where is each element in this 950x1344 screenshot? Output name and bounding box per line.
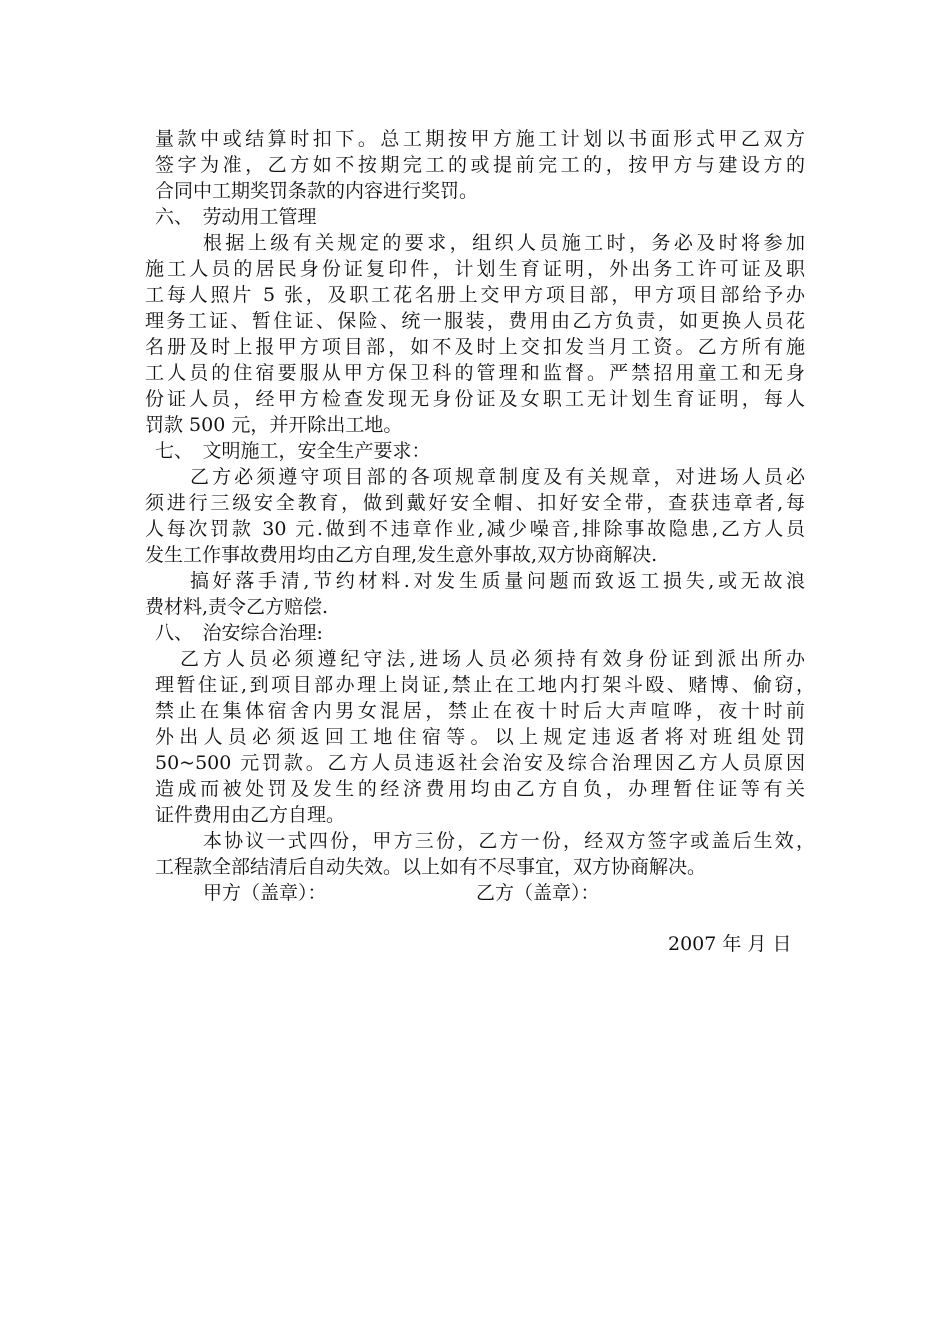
section-heading-6: 六、 劳动用工管理 (155, 206, 317, 228)
section-heading-8: 八、 治安综合治理: (155, 622, 323, 644)
paragraph-line: 费材料,责令乙方赔偿. (145, 596, 329, 618)
paragraph-line: 理务工证、暂住证、保险、统一服装，费用由乙方负责，如更换人员花 (145, 310, 805, 332)
paragraph-line: 量款中或结算时扣下。总工期按甲方施工计划以书面形式甲乙双方 (155, 128, 805, 150)
paragraph-line: 工程款全部结清后自动失效。以上如有不尽事宜，双方协商解决。 (155, 856, 707, 878)
paragraph-line: 名册及时上报甲方项目部，如不及时上交扣发当月工资。乙方所有施 (145, 336, 805, 358)
paragraph-line: 外出人员必须返回工地住宿等。以上规定违返者将对班组处罚 (155, 726, 805, 748)
paragraph-line: 搞好落手清,节约材料.对发生质量问题而致返工损失,或无故浪 (190, 570, 805, 592)
paragraph-line: 禁止在集体宿舍内男女混居，禁止在夜十时后大声喧哗，夜十时前 (155, 700, 805, 722)
section-heading-7: 七、 文明施工，安全生产要求： (155, 440, 431, 462)
paragraph-line: 施工人员的居民身份证复印件，计划生育证明，外出务工许可证及职 (145, 258, 805, 280)
signature-date: 2007 年 月 日 (668, 933, 792, 955)
paragraph-line: 合同中工期奖罚条款的内容进行奖罚。 (155, 180, 479, 202)
paragraph-line: 根据上级有关规定的要求，组织人员施工时，务必及时将参加 (203, 232, 805, 254)
paragraph-line: 发生工作事故费用均由乙方自理,发生意外事故,双方协商解决. (145, 544, 658, 566)
paragraph-line: 罚款 500 元，并开除出工地。 (145, 414, 403, 436)
paragraph-line: 签字为准，乙方如不按期完工的或提前完工的，按甲方与建设方的 (155, 154, 805, 176)
paragraph-line: 须进行三级安全教育，做到戴好安全帽、扣好安全带，查获违章者,每 (145, 492, 805, 514)
paragraph-line: 证件费用由乙方自理。 (155, 804, 346, 826)
paragraph-line: 50~500 元罚款。乙方人员违返社会治安及综合治理因乙方人员原因 (155, 752, 805, 774)
paragraph-line: 份证人员，经甲方检查发现无身份证及女职工无计划生育证明，每人 (145, 388, 805, 410)
party-b-signature: 乙方（盖章）： (476, 882, 600, 904)
paragraph-line: 乙方必须遵守项目部的各项规章制度及有关规章，对进场人员必 (190, 466, 805, 488)
paragraph-line: 人每次罚款 30 元.做到不违章作业,减少噪音,排除事故隐患,乙方人员 (145, 518, 805, 540)
paragraph-line: 乙方人员必须遵纪守法,进场人员必须持有效身份证到派出所办 (180, 648, 805, 670)
paragraph-line: 理暂住证,到项目部办理上岗证,禁止在工地内打架斗殴、赌博、偷窃， (155, 674, 815, 696)
paragraph-line: 工每人照片 5 张，及职工花名册上交甲方项目部，甲方项目部给予办 (145, 284, 805, 306)
paragraph-line: 工人员的住宿要服从甲方保卫科的管理和监督。严禁招用童工和无身 (145, 362, 805, 384)
paragraph-line: 造成而被处罚及发生的经济费用均由乙方自负，办理暂住证等有关 (155, 778, 805, 800)
party-a-signature: 甲方（盖章）： (203, 882, 327, 904)
paragraph-line: 本协议一式四份，甲方三份，乙方一份，经双方签字或盖后生效， (203, 830, 815, 852)
